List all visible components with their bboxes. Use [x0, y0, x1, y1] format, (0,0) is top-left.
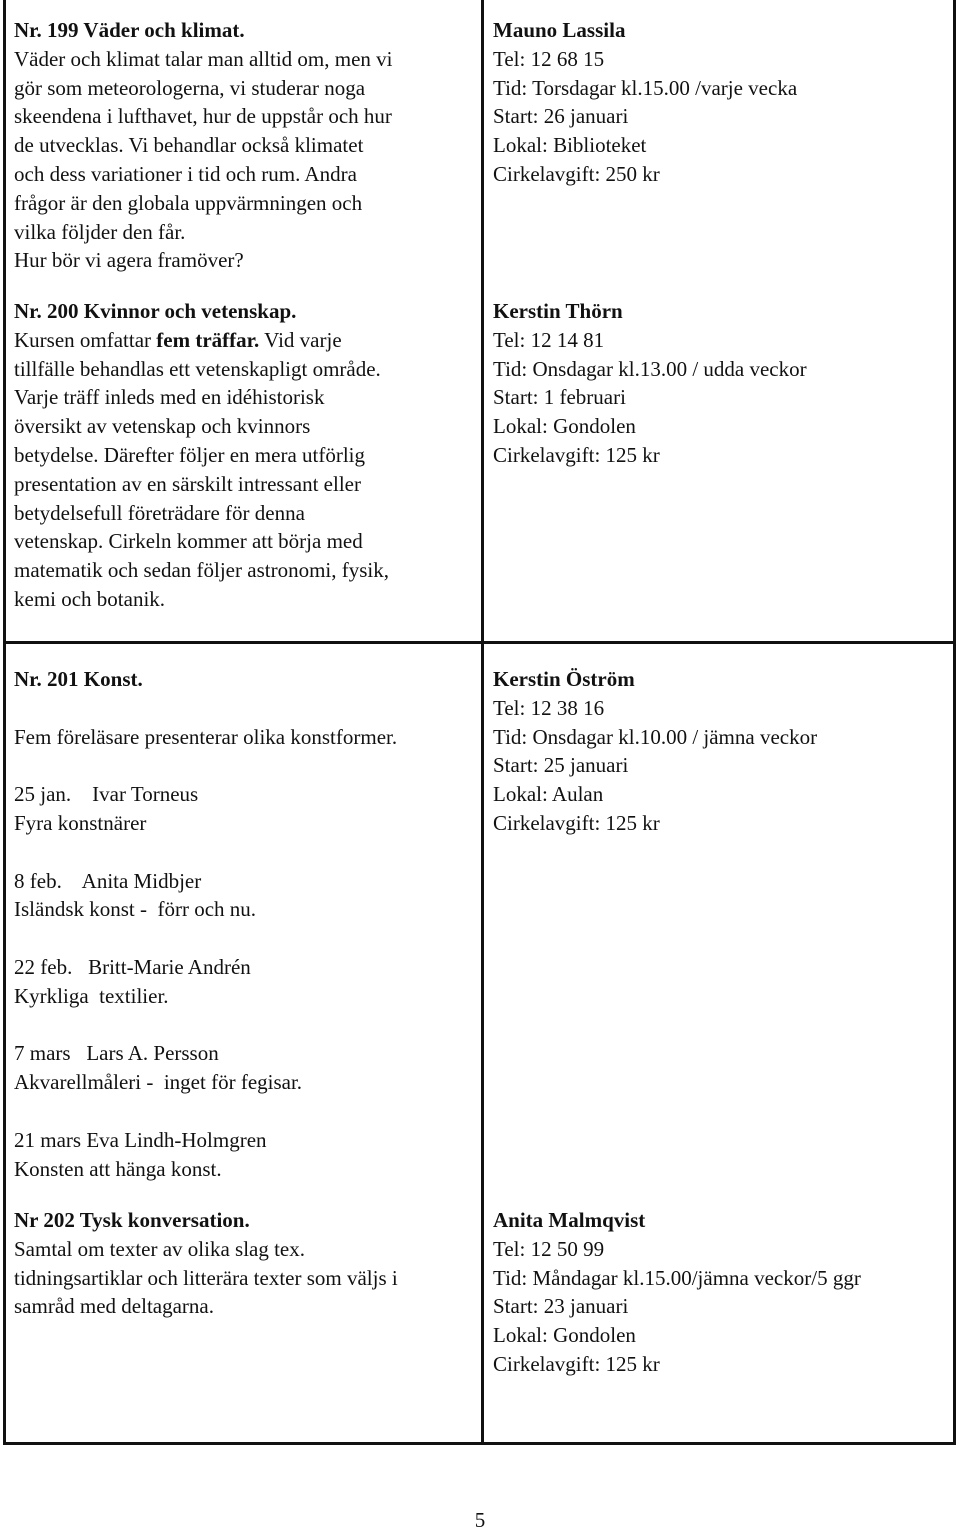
body-text: Lokal: Gondolen: [493, 1323, 636, 1348]
text-line: [493, 102, 797, 131]
text-line: [14, 355, 389, 384]
text-line: [14, 246, 392, 275]
text-line: [493, 1350, 861, 1379]
text-line: [493, 694, 817, 723]
text-line: [14, 1155, 397, 1184]
text-line: [493, 1292, 861, 1321]
body-text: tillfälle behandlas ett vetenskapligt område.: [14, 356, 381, 381]
text-line: [14, 189, 392, 218]
text-line: [493, 412, 807, 441]
blank-line: [14, 1011, 397, 1040]
text-line: [14, 499, 389, 528]
body-text: Lokal: Biblioteket: [493, 133, 647, 158]
blank-line: [14, 751, 397, 780]
text-line: [14, 809, 397, 838]
body-text: Kursen omfattar: [14, 327, 157, 352]
blank-line: [14, 1097, 397, 1126]
body-text: gör som meteorologerna, vi studerar noga: [14, 75, 366, 100]
text-line: [14, 45, 392, 74]
page-number: 5: [474, 1508, 486, 1532]
text-line: [14, 1235, 398, 1264]
body-text: betydelsefull företrädare för denna: [14, 500, 305, 525]
body-text: skeendena i lufthavet, hur de uppstår och hur: [14, 104, 392, 129]
text-line: [14, 1126, 397, 1155]
text-line: [14, 412, 389, 441]
text-line: [14, 1264, 398, 1293]
bold-text: Kerstin Öström: [493, 667, 635, 691]
row-divider: [3, 641, 956, 644]
text-line: [14, 527, 389, 556]
body-text: Tel: 12 68 15: [493, 46, 605, 71]
blank-line: [14, 838, 397, 867]
text-line: [14, 867, 397, 896]
bold-text: Nr. 199 Väder och klimat.: [14, 18, 245, 42]
text-line: [493, 809, 817, 838]
text-line: [14, 470, 389, 499]
text-line: [493, 780, 817, 809]
body-text: 7 mars Lars A. Persson: [14, 1041, 219, 1066]
bold-text: Nr. 200 Kvinnor och vetenskap.: [14, 299, 297, 323]
blank-line: [14, 924, 397, 953]
body-text: Isländsk konst - förr och nu.: [14, 897, 257, 922]
body-text: Start: 25 januari: [493, 753, 629, 778]
body-text: Tid: Onsdagar kl.10.00 / jämna veckor: [493, 724, 818, 749]
body-text: 22 feb. Britt-Marie Andrén: [14, 954, 251, 979]
body-text: Cirkelavgift: 250 kr: [493, 161, 660, 186]
text-line: [14, 383, 389, 412]
course-heading-line: [493, 297, 807, 326]
course-202-description: [14, 1206, 398, 1321]
body-text: Konsten att hänga konst.: [14, 1156, 222, 1181]
course-202-contact: [493, 1206, 861, 1379]
body-text: översikt av vetenskap och kvinnors: [14, 414, 311, 439]
text-line: [493, 326, 807, 355]
course-200-contact: [493, 297, 807, 470]
body-text: frågor är den globala uppvärmningen och: [14, 190, 363, 215]
body-text: Fem föreläsare presenterar olika konstformer.: [14, 724, 398, 749]
text-line: [14, 441, 389, 470]
body-text: vilka följder den får.: [14, 219, 186, 244]
body-text: de utvecklas. Vi behandlar också klimatet: [14, 133, 364, 158]
body-text: Väder och klimat talar man alltid om, men vi: [14, 46, 393, 71]
body-text: Tid: Onsdagar kl.13.00 / udda veckor: [493, 356, 807, 381]
text-line: [14, 326, 389, 355]
course-199-contact: [493, 16, 797, 189]
bold-text: Anita Malmqvist: [493, 1208, 646, 1232]
body-text: Start: 1 februari: [493, 385, 626, 410]
text-line: [493, 441, 807, 470]
course-heading-line: [14, 16, 392, 45]
text-line: [493, 383, 807, 412]
text-line: [14, 953, 397, 982]
bold-text: Nr 202 Tysk konversation.: [14, 1208, 250, 1232]
body-text: och dess variationer i tid och rum. Andra: [14, 161, 357, 186]
text-line: [14, 102, 392, 131]
text-line: [14, 556, 389, 585]
text-line: [493, 160, 797, 189]
text-line: [14, 780, 397, 809]
text-line: [14, 218, 392, 247]
text-line: [14, 160, 392, 189]
body-text: Fyra konstnärer: [14, 810, 147, 835]
body-text: kemi och botanik.: [14, 586, 166, 611]
course-199-description: [14, 16, 392, 275]
body-text: Start: 26 januari: [493, 104, 629, 129]
body-text: presentation av en särskilt intressant eller: [14, 471, 361, 496]
text-line: [14, 723, 397, 752]
body-text: Akvarellmåleri - inget för fegisar.: [14, 1070, 303, 1095]
body-text: Cirkelavgift: 125 kr: [493, 442, 660, 467]
text-line: [493, 1235, 861, 1264]
text-line: [493, 131, 797, 160]
course-201-description: [14, 665, 397, 1183]
body-text: 25 jan. Ivar Torneus: [14, 782, 199, 807]
body-text: Lokal: Gondolen: [493, 414, 636, 439]
course-201-contact: [493, 665, 817, 838]
body-text: matematik och sedan följer astronomi, fysik,: [14, 558, 389, 583]
course-heading-line: [493, 1206, 861, 1235]
body-text: betydelse. Därefter följer en mera utförlig: [14, 442, 366, 467]
text-line: [14, 585, 389, 614]
text-line: [14, 1068, 397, 1097]
body-text: Samtal om texter av olika slag tex.: [14, 1236, 306, 1261]
text-line: [14, 895, 397, 924]
body-text: Tid: Torsdagar kl.15.00 /varje vecka: [493, 75, 798, 100]
body-text: Vid varje: [259, 327, 342, 352]
text-line: [493, 751, 817, 780]
text-line: [493, 1264, 861, 1293]
text-line: [14, 1039, 397, 1068]
blank-line: [14, 694, 397, 723]
course-heading-line: [14, 665, 397, 694]
course-heading-line: [14, 1206, 398, 1235]
body-text: Kyrkliga textilier.: [14, 983, 169, 1008]
text-line: [14, 982, 397, 1011]
bold-text: Nr. 201 Konst.: [14, 667, 143, 691]
bold-text: fem träffar.: [156, 327, 260, 352]
course-200-description: [14, 297, 389, 614]
text-line: [493, 45, 797, 74]
column-divider: [481, 0, 484, 1445]
course-heading-line: [493, 16, 797, 45]
body-text: tidningsartiklar och litterära texter som väljs i: [14, 1265, 398, 1290]
body-text: samråd med deltagarna.: [14, 1294, 214, 1319]
text-line: [493, 723, 817, 752]
body-text: Tel: 12 38 16: [493, 695, 605, 720]
bold-text: Mauno Lassila: [493, 18, 626, 42]
body-text: 8 feb. Anita Midbjer: [14, 868, 202, 893]
body-text: Hur bör vi agera framöver?: [14, 248, 244, 273]
body-text: Cirkelavgift: 125 kr: [493, 1351, 660, 1376]
body-text: Lokal: Aulan: [493, 782, 604, 807]
text-line: [14, 131, 392, 160]
body-text: Tid: Måndagar kl.15.00/jämna veckor/5 ggr: [493, 1265, 861, 1290]
body-text: Tel: 12 50 99: [493, 1236, 605, 1261]
body-text: Varje träff inleds med en idéhistorisk: [14, 385, 325, 410]
text-line: [493, 74, 797, 103]
course-heading-line: [14, 297, 389, 326]
text-line: [493, 355, 807, 384]
bold-text: Kerstin Thörn: [493, 299, 623, 323]
body-text: vetenskap. Cirkeln kommer att börja med: [14, 529, 363, 554]
text-line: [14, 74, 392, 103]
text-line: [493, 1321, 861, 1350]
text-line: [14, 1292, 398, 1321]
body-text: Start: 23 januari: [493, 1294, 629, 1319]
course-heading-line: [493, 665, 817, 694]
body-text: Tel: 12 14 81: [493, 327, 605, 352]
body-text: 21 mars Eva Lindh-Holmgren: [14, 1127, 267, 1152]
body-text: Cirkelavgift: 125 kr: [493, 810, 660, 835]
